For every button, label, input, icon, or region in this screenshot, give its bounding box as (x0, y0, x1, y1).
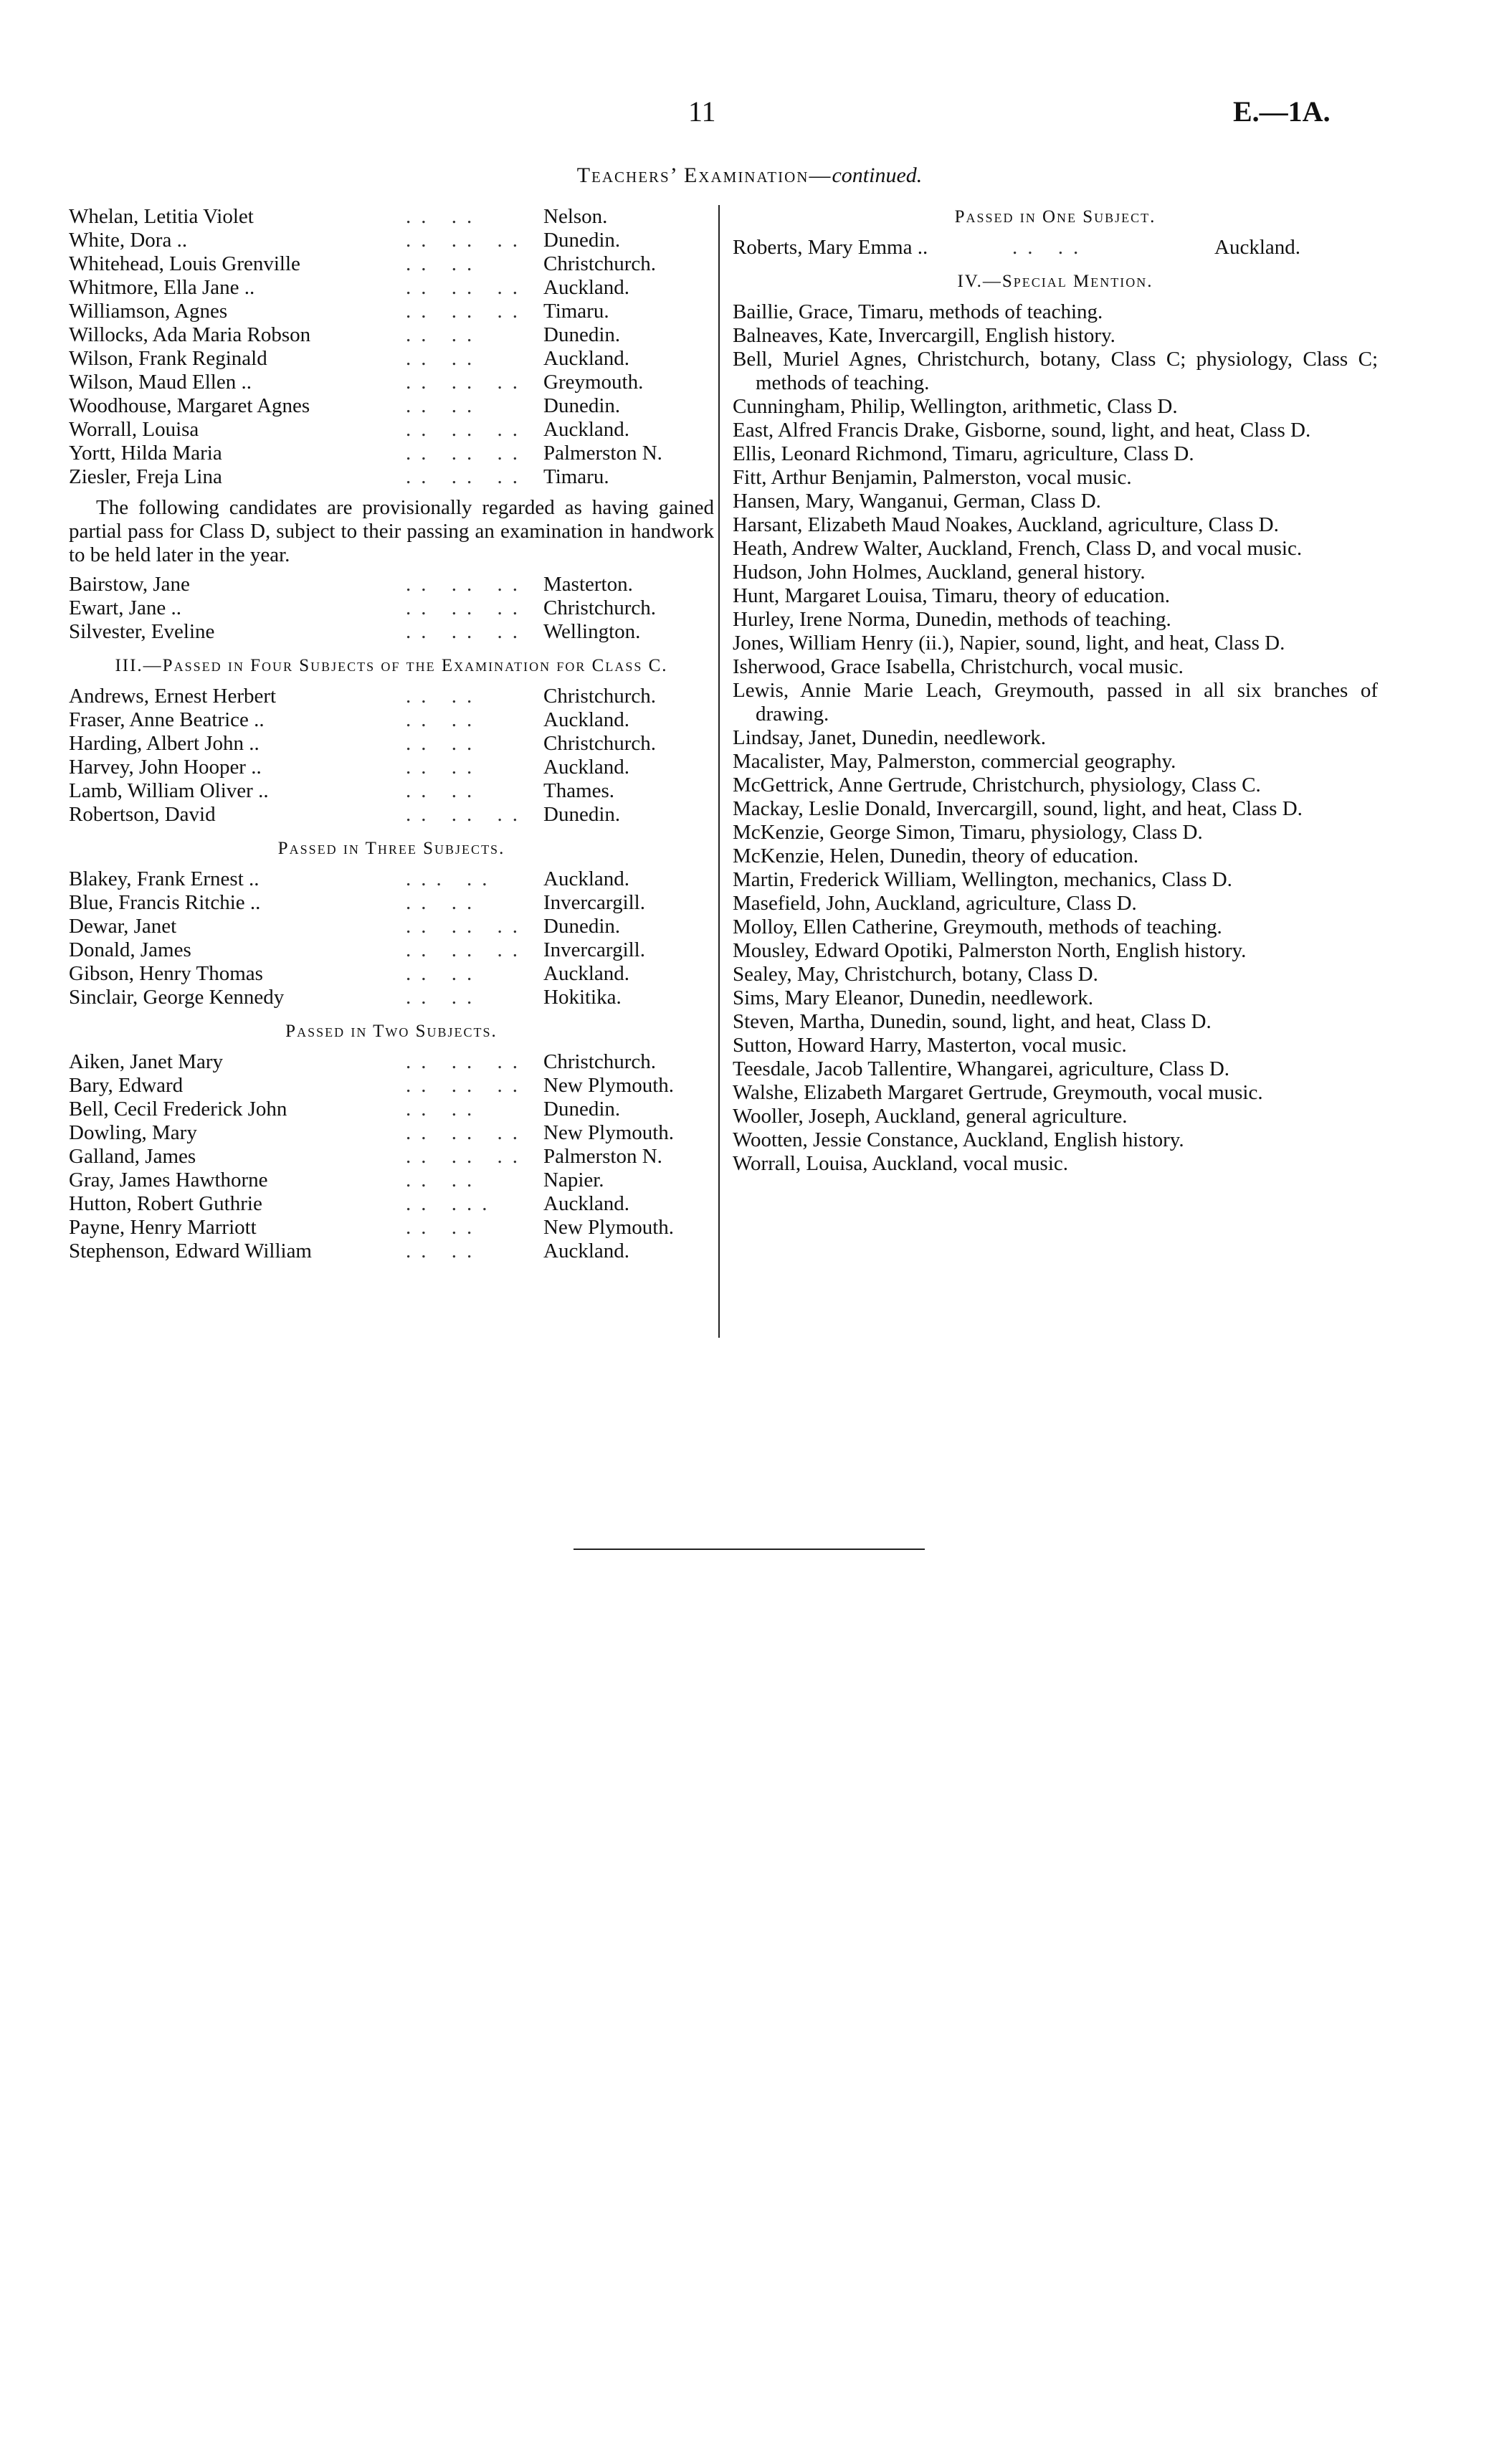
candidate-row (69, 915, 714, 938)
candidate-name: Andrews, Ernest Herbert (69, 685, 277, 708)
candidate-name: Wilson, Maud Ellen .. (69, 371, 252, 394)
leader-dots: .. .. (406, 1216, 482, 1239)
special-mention-item: McKenzie, Helen, Dunedin, theory of education. (733, 845, 1139, 867)
candidate-place: Dunedin. (543, 915, 621, 938)
candidate-place: Christchurch. (543, 1050, 657, 1073)
page-number: 11 (688, 95, 716, 128)
candidate-row (69, 708, 714, 732)
candidate-row (69, 1074, 714, 1098)
candidate-name: Whelan, Letitia Violet (69, 205, 254, 228)
candidate-name: Sinclair, George Kennedy (69, 986, 285, 1009)
special-mention-item: McGettrick, Anne Gertrude, Christchurch, physiology, Class C. (733, 774, 1261, 796)
candidate-place: Christchurch. (543, 252, 657, 275)
leader-dots: ... .. (406, 867, 498, 890)
leader-dots: .. .. .. (406, 300, 528, 323)
special-mention-item: Hurley, Irene Norma, Dunedin, methods of teaching. (733, 608, 1171, 631)
candidate-row (69, 276, 714, 300)
candidate-name: Ziesler, Freja Lina (69, 465, 222, 488)
special-mention-item: Wootten, Jessie Constance, Auckland, English history. (733, 1128, 1184, 1151)
leader-dots: .. .. .. (406, 229, 528, 252)
candidate-place: Palmerston N. (543, 1145, 662, 1168)
candidate-place: Auckland. (543, 962, 629, 985)
leader-dots: .. .. .. (406, 938, 528, 961)
candidate-row (69, 323, 714, 347)
candidate-name: Whitmore, Ella Jane .. (69, 276, 255, 299)
special-mention-list (733, 300, 1378, 1176)
candidate-place: Timaru. (543, 465, 609, 488)
leader-dots: .. .. (406, 685, 482, 708)
candidate-place: Auckland. (1214, 236, 1300, 259)
candidate-row (69, 620, 714, 644)
candidate-row (69, 252, 714, 276)
leader-dots: .. .. (406, 394, 482, 417)
leader-dots: .. .. (406, 1169, 482, 1191)
candidate-row (69, 891, 714, 915)
candidate-place: Auckland. (543, 347, 629, 370)
candidate-row (69, 465, 714, 489)
leader-dots: .. .. .. (406, 1121, 528, 1144)
special-mention-item: Lewis, Annie Marie Leach, Greymouth, passed in all six branches of drawing. (733, 679, 1378, 726)
leader-dots: .. .. .. (406, 620, 528, 643)
heading-special-mention: IV.—Special Mention. (957, 272, 1153, 291)
leader-dots: .. .. .. (406, 371, 528, 394)
candidate-row (69, 867, 714, 891)
candidate-name: Galland, James (69, 1145, 196, 1168)
candidate-name: Donald, James (69, 938, 191, 961)
candidate-row (69, 442, 714, 465)
candidate-row (69, 1121, 714, 1145)
candidate-name: Willocks, Ada Maria Robson (69, 323, 311, 346)
special-mention-item: Harsant, Elizabeth Maud Noakes, Auckland, agriculture, Class D. (733, 513, 1279, 536)
candidate-name: Blue, Francis Ritchie .. (69, 891, 261, 914)
section-title-continued: continued. (832, 163, 923, 187)
footer-rule (574, 1549, 925, 1550)
candidate-list-four (69, 685, 714, 827)
special-mention-item: McKenzie, George Simon, Timaru, physiology, Class D. (733, 821, 1203, 844)
leader-dots: .. .. (406, 986, 482, 1009)
candidate-row (69, 229, 714, 252)
candidate-row (733, 236, 1378, 260)
leader-dots: .. .. .. (406, 418, 528, 441)
section-title (0, 163, 1499, 188)
candidate-place: Auckland. (543, 1240, 629, 1262)
left-column (69, 205, 714, 1263)
leader-dots: .. .. (1012, 236, 1089, 259)
candidate-place: Hokitika. (543, 986, 622, 1009)
special-mention-item: Sutton, Howard Harry, Masterton, vocal music. (733, 1034, 1127, 1057)
heading-three-subjects: Passed in Three Subjects. (277, 839, 505, 858)
candidate-place: Masterton. (543, 573, 633, 596)
special-mention-item: Molloy, Ellen Catherine, Greymouth, methods of teaching. (733, 915, 1222, 938)
candidate-place: Auckland. (543, 708, 629, 731)
candidate-place: Greymouth. (543, 371, 644, 394)
provisional-note: The following candidates are provisionally regarded as having gained partial pass for Class D, subject to their passing an examination in handwork to be held later in the year. (69, 496, 714, 566)
leader-dots: .. .. (406, 1240, 482, 1262)
candidate-row (69, 1098, 714, 1121)
candidate-row (69, 1050, 714, 1074)
candidate-place: Auckland. (543, 418, 629, 441)
leader-dots: .. .. .. (406, 442, 528, 465)
candidate-row (69, 418, 714, 442)
special-mention-item: Mackay, Leslie Donald, Invercargill, sound, light, and heat, Class D. (733, 797, 1303, 820)
special-mention-item: Sealey, May, Christchurch, botany, Class D. (733, 963, 1098, 986)
column-divider (718, 205, 720, 1338)
leader-dots: .. .. (406, 708, 482, 731)
candidate-place: New Plymouth. (543, 1121, 675, 1144)
candidate-name: Williamson, Agnes (69, 300, 228, 323)
candidate-row (69, 756, 714, 779)
candidate-row (69, 779, 714, 803)
candidate-name: Yortt, Hilda Maria (69, 442, 222, 465)
candidate-name: Whitehead, Louis Grenville (69, 252, 300, 275)
candidate-row (69, 573, 714, 596)
leader-dots: .. .. (406, 756, 482, 779)
leader-dots: .. ... (406, 1192, 498, 1215)
candidate-place: New Plymouth. (543, 1216, 675, 1239)
candidate-name: Harding, Albert John .. (69, 732, 260, 755)
leader-dots: .. .. (406, 732, 482, 755)
special-mention-item: Baillie, Grace, Timaru, methods of teaching. (733, 300, 1103, 323)
candidate-place: Christchurch. (543, 596, 657, 619)
candidate-row (69, 732, 714, 756)
leader-dots: .. .. .. (406, 465, 528, 488)
candidate-name: Dowling, Mary (69, 1121, 197, 1144)
candidate-name: Ewart, Jane .. (69, 596, 182, 619)
leader-dots: .. .. .. (406, 1145, 528, 1168)
candidate-name: Worrall, Louisa (69, 418, 199, 441)
leader-dots: .. .. (406, 962, 482, 985)
candidate-name: Gibson, Henry Thomas (69, 962, 263, 985)
leader-dots: .. .. .. (406, 915, 528, 938)
candidate-place: Napier. (543, 1169, 604, 1191)
candidate-row (69, 1240, 714, 1263)
candidate-place: Palmerston N. (543, 442, 662, 465)
special-mention-item: Jones, William Henry (ii.), Napier, sound, light, and heat, Class D. (733, 632, 1285, 655)
document-code: E.—1A. (1233, 95, 1331, 128)
candidate-place: New Plymouth. (543, 1074, 675, 1097)
candidate-place: Nelson. (543, 205, 608, 228)
candidate-name: Aiken, Janet Mary (69, 1050, 224, 1073)
candidate-place: Timaru. (543, 300, 609, 323)
special-mention-item: Hudson, John Holmes, Auckland, general history. (733, 561, 1146, 584)
special-mention-item: Hunt, Margaret Louisa, Timaru, theory of education. (733, 584, 1170, 607)
special-mention-item: Bell, Muriel Agnes, Christchurch, botany, Class C; physiology, Class C; methods of teaching. (733, 348, 1378, 394)
candidate-list-top (69, 205, 714, 489)
candidate-place: Dunedin. (543, 803, 621, 826)
candidate-name: Gray, James Hawthorne (69, 1169, 268, 1191)
candidate-name: Payne, Henry Marriott (69, 1216, 257, 1239)
leader-dots: .. .. (406, 347, 482, 370)
candidate-row (69, 1145, 714, 1169)
leader-dots: .. .. (406, 891, 482, 914)
candidate-name: Lamb, William Oliver .. (69, 779, 269, 802)
candidate-name: Bairstow, Jane (69, 573, 190, 596)
candidate-list-provisional (69, 573, 714, 644)
special-mention-item: Ellis, Leonard Richmond, Timaru, agriculture, Class D. (733, 442, 1194, 465)
candidate-row (69, 1192, 714, 1216)
candidate-row (69, 962, 714, 986)
special-mention-item: Macalister, May, Palmerston, commercial geography. (733, 750, 1176, 773)
leader-dots: .. .. (406, 252, 482, 275)
leader-dots: .. .. (406, 205, 482, 228)
special-mention-item: East, Alfred Francis Drake, Gisborne, sound, light, and heat, Class D. (733, 419, 1311, 442)
candidate-name: Robertson, David (69, 803, 216, 826)
candidate-place: Invercargill. (543, 891, 645, 914)
candidate-name: Silvester, Eveline (69, 620, 215, 643)
candidate-name: Wilson, Frank Reginald (69, 347, 267, 370)
leader-dots: .. .. (406, 779, 482, 802)
candidate-row (69, 371, 714, 394)
candidate-name: Dewar, Janet (69, 915, 177, 938)
candidate-name: White, Dora .. (69, 229, 188, 252)
candidate-row (69, 205, 714, 229)
candidate-place: Wellington. (543, 620, 641, 643)
candidate-row (69, 803, 714, 827)
candidate-row (69, 1169, 714, 1192)
candidate-row (69, 986, 714, 1009)
candidate-place: Auckland. (543, 1192, 629, 1215)
candidate-row (69, 394, 714, 418)
special-mention-item: Hansen, Mary, Wanganui, German, Class D. (733, 490, 1101, 513)
special-mention-item: Masefield, John, Auckland, agriculture, Class D. (733, 892, 1137, 915)
candidate-place: Dunedin. (543, 229, 621, 252)
leader-dots: .. .. .. (406, 803, 528, 826)
candidate-place: Christchurch. (543, 732, 657, 755)
candidate-name: Roberts, Mary Emma .. (733, 236, 928, 259)
special-mention-item: Wooller, Joseph, Auckland, general agriculture. (733, 1105, 1128, 1128)
candidate-place: Dunedin. (543, 394, 621, 417)
special-mention-item: Lindsay, Janet, Dunedin, needlework. (733, 726, 1047, 749)
candidate-name: Woodhouse, Margaret Agnes (69, 394, 310, 417)
leader-dots: .. .. .. (406, 276, 528, 299)
special-mention-item: Fitt, Arthur Benjamin, Palmerston, vocal music. (733, 466, 1132, 489)
heading-four-subjects: III.—Passed in Four Subjects of the Examination for Class C. (115, 656, 668, 675)
candidate-place: Invercargill. (543, 938, 645, 961)
leader-dots: .. .. .. (406, 1074, 528, 1097)
candidate-row (69, 596, 714, 620)
special-mention-item: Balneaves, Kate, Invercargill, English history. (733, 324, 1115, 347)
leader-dots: .. .. .. (406, 596, 528, 619)
candidate-place: Auckland. (543, 867, 629, 890)
leader-dots: .. .. (406, 1098, 482, 1121)
candidate-name: Bell, Cecil Frederick John (69, 1098, 287, 1121)
candidate-place: Auckland. (543, 756, 629, 779)
candidate-place: Dunedin. (543, 1098, 621, 1121)
candidate-row (69, 685, 714, 708)
section-title-main: Teachers’ Examination— (576, 163, 832, 187)
candidate-name: Harvey, John Hooper .. (69, 756, 262, 779)
candidate-name: Blakey, Frank Ernest .. (69, 867, 260, 890)
candidate-list-two (69, 1050, 714, 1263)
special-mention-item: Martin, Frederick William, Wellington, mechanics, Class D. (733, 868, 1232, 891)
candidate-place: Dunedin. (543, 323, 621, 346)
leader-dots: .. .. .. (406, 1050, 528, 1073)
special-mention-item: Sims, Mary Eleanor, Dunedin, needlework. (733, 986, 1093, 1009)
candidate-row (69, 1216, 714, 1240)
special-mention-item: Mousley, Edward Opotiki, Palmerston North, English history. (733, 939, 1247, 962)
candidate-name: Fraser, Anne Beatrice .. (69, 708, 265, 731)
candidate-name: Bary, Edward (69, 1074, 184, 1097)
special-mention-item: Isherwood, Grace Isabella, Christchurch, vocal music. (733, 655, 1184, 678)
leader-dots: .. .. .. (406, 573, 528, 596)
special-mention-item: Cunningham, Philip, Wellington, arithmetic, Class D. (733, 395, 1178, 418)
special-mention-item: Worrall, Louisa, Auckland, vocal music. (733, 1152, 1068, 1175)
candidate-place: Christchurch. (543, 685, 657, 708)
special-mention-item: Teesdale, Jacob Tallentire, Whangarei, agriculture, Class D. (733, 1057, 1230, 1080)
candidate-place: Thames. (543, 779, 615, 802)
right-column (733, 205, 1378, 1176)
candidate-row (69, 938, 714, 962)
heading-one-subject: Passed in One Subject. (954, 207, 1156, 227)
candidate-name: Hutton, Robert Guthrie (69, 1192, 262, 1215)
leader-dots: .. .. (406, 323, 482, 346)
candidate-list-three (69, 867, 714, 1009)
candidate-row (69, 300, 714, 323)
special-mention-item: Heath, Andrew Walter, Auckland, French, Class D, and vocal music. (733, 537, 1303, 560)
candidate-row (69, 347, 714, 371)
special-mention-item: Steven, Martha, Dunedin, sound, light, and heat, Class D. (733, 1010, 1212, 1033)
candidate-name: Stephenson, Edward William (69, 1240, 312, 1262)
candidate-place: Auckland. (543, 276, 629, 299)
special-mention-item: Walshe, Elizabeth Margaret Gertrude, Greymouth, vocal music. (733, 1081, 1263, 1104)
heading-two-subjects: Passed in Two Subjects. (285, 1022, 498, 1041)
candidate-list-one (733, 236, 1378, 260)
